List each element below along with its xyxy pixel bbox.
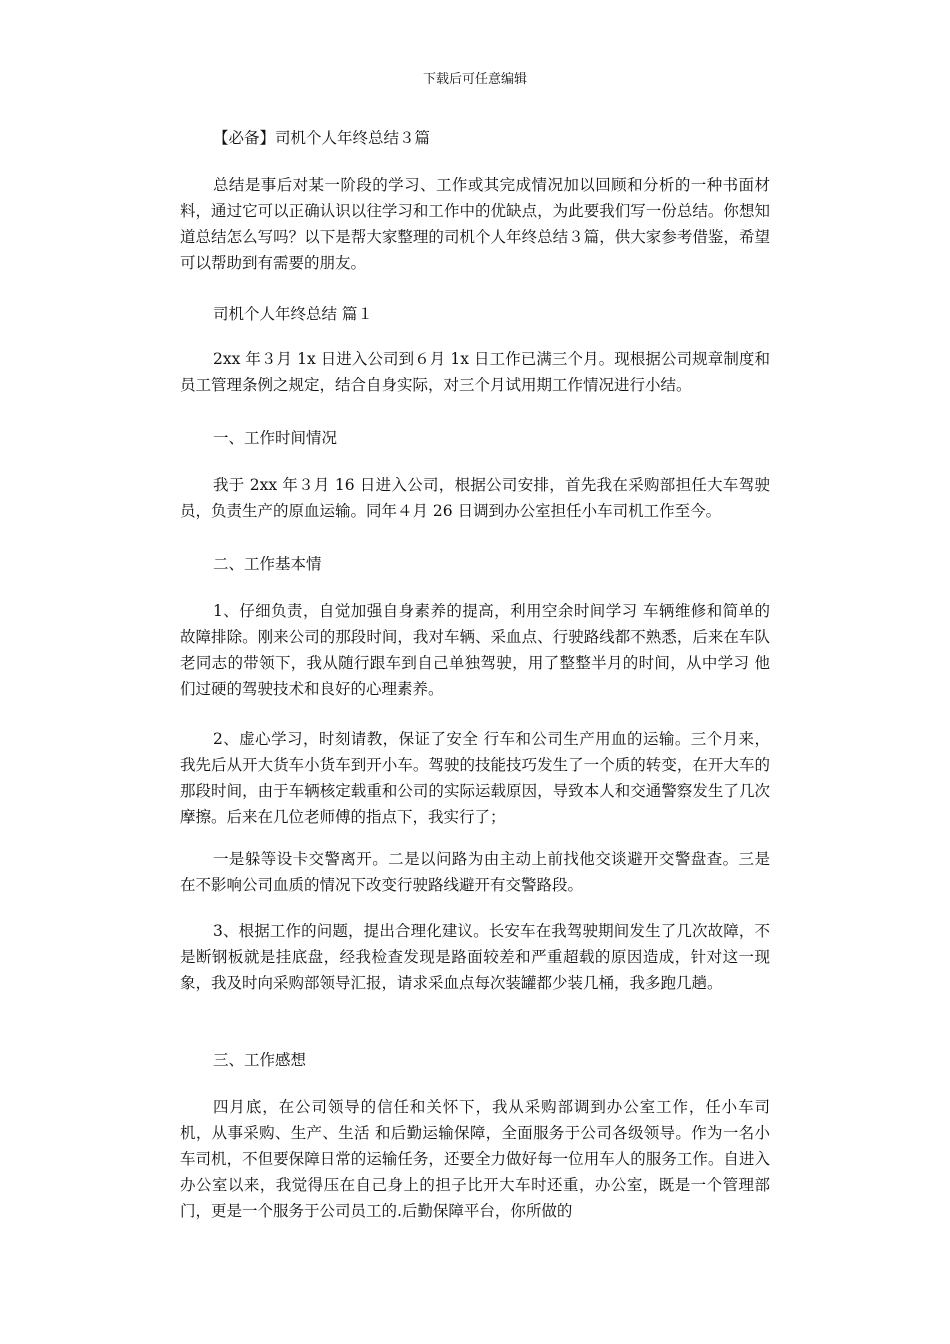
intro-paragraph: 总结是事后对某一阶段的学习、工作或其完成情况加以回顾和分析的一种书面材料，通过它可以正确认识以往学习和工作中的优缺点，为此要我们写一份总结。你想知道总结怎么写吗？以下是帮大家整理的司机个人年终总结３篇，供大家参考借鉴，希望可以帮助到有需要的朋友。 xyxy=(180,176,770,272)
document-title: 【必备】司机个人年终总结３篇 xyxy=(213,129,431,147)
paragraph-7: 四月底，在公司领导的信任和关怀下，我从采购部调到办公室工作，任小车司机，从事采购、生产、生活 和后勤运输保障，全面服务于公司各级领导。作为一名小车司机，不但要保障日常的运输任务，还要全力做好每一位用车人的服务工作。自进入办公室以来，我觉得压在自己身上的担子比开大车时还重，办公室，既是一个管理部门，更是一个服务于公司员工的.后勤保障平台，你所做的 xyxy=(180,1098,770,1220)
paragraph-6: 3、根据工作的问题，提出合理化建议。长安车在我驾驶期间发生了几次故障，不是断钢板就是挂底盘，经我检查发现是路面较差和严重超载的原因造成，针对这一现象，我及时向采购部领导汇报，请求采血点每次装罐都少装几桶，我多跑几趟。 xyxy=(180,922,770,992)
paragraph-3: 1、仔细负责，自觉加强自身素养的提高，利用空余时间学习 车辆维修和简单的故障排除。刚来公司的那段时间，我对车辆、采血点、行驶路线都不熟悉，后来在车队老同志的带领下，我从随行跟车到自己单独驾驶，用了整整半月的时间，从中学习 他们过硬的驾驶技术和良好的心理素养。 xyxy=(180,602,770,698)
paragraph-1: 2xx 年３月 1x 日进入公司到６月 1x 日工作已满三个月。现根据公司规章制度和员工管理条例之规定，结合自身实际，对三个月试用期工作情况进行小结。 xyxy=(180,350,770,394)
paragraph-4: 2、虚心学习，时刻请教，保证了安全 行车和公司生产用血的运输。三个月来，我先后从开大货车小货车到开小车。驾驶的技能技巧发生了一个质的转变，在开大车的那段时间，由于车辆核定载重和公司的实际运载原因，导致本人和交通警察发生了几次摩擦。后来在几位老师傅的指点下，我实行了； xyxy=(180,730,770,826)
heading-work-time: 一、工作时间情况 xyxy=(213,429,338,447)
header-note: 下载后可任意编辑 xyxy=(422,72,527,87)
section-title: 司机个人年终总结 篇１ xyxy=(213,305,373,323)
paragraph-2: 我于 2xx 年３月 16 日进入公司，根据公司安排，首先我在采购部担任大车驾驶员，负责生产的原血运输。同年４月 26 日调到办公室担任小车司机工作至今。 xyxy=(180,476,770,520)
heading-work-basic: 二、工作基本情 xyxy=(213,555,322,573)
paragraph-5: 一是躲等设卡交警离开。二是以问路为由主动上前找他交谈避开交警盘查。三是在不影响公司血质的情况下改变行驶路线避开有交警路段。 xyxy=(180,850,770,894)
heading-work-thoughts: 三、工作感想 xyxy=(213,1051,307,1069)
